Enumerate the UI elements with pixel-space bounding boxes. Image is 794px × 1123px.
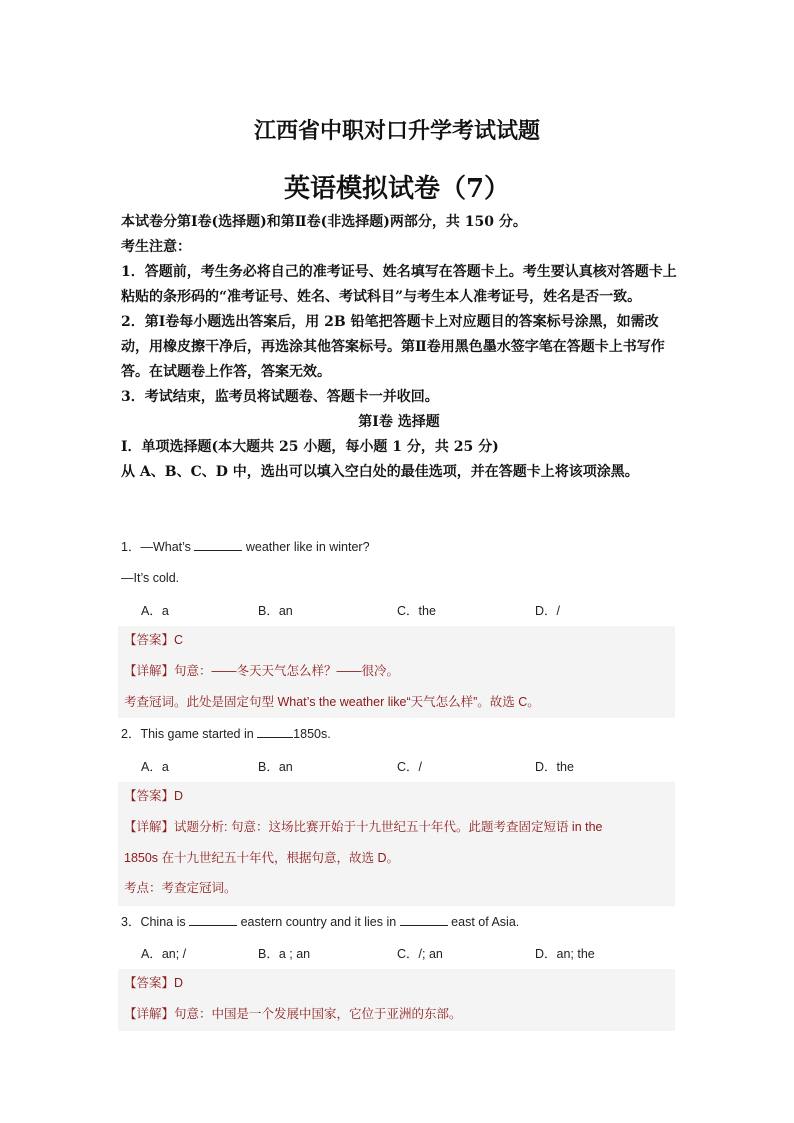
option-d: D．/: [535, 604, 561, 618]
option-c: C．/; an: [397, 947, 443, 961]
question-3-options: [141, 944, 681, 962]
answer-blank: [257, 725, 293, 738]
exam-instructions: [121, 210, 677, 485]
answer-label: 【答案】C: [124, 633, 184, 647]
option-d: D．an; the: [535, 947, 595, 961]
option-a: A．a: [141, 604, 169, 618]
option-a: A．a: [141, 760, 169, 774]
answer-blank: [400, 913, 448, 926]
notice-item-3: 3．考试结束，监考员将试题卷、答题卡一并收回。: [121, 389, 439, 405]
question-3-answer-box: [118, 969, 675, 1031]
answer-detail: 【详解】句意：——冬天天气怎么样？——很冷。: [124, 664, 400, 678]
section-heading: 第Ⅰ卷 选择题: [358, 414, 440, 430]
question-3-stem: 3．China is eastern country and it lies in east of Asia.: [121, 915, 520, 929]
question-1-options: [141, 601, 681, 619]
answer-key-point: 考点：考查定冠词。: [124, 881, 237, 895]
option-a: A．an; /: [141, 947, 187, 961]
option-b: B．an: [258, 760, 293, 774]
answer-explanation: 考查冠词。此处是固定句型 What’s the weather like“天气怎么样”。故选 C。: [124, 695, 540, 709]
notice-heading: 考生注意：: [121, 239, 191, 255]
option-b: B．an: [258, 604, 293, 618]
answer-detail: 【详解】句意：中国是一个发展中国家，它位于亚洲的东部。: [124, 1007, 462, 1021]
option-c: C．the: [397, 604, 436, 618]
option-c: C．/: [397, 760, 423, 774]
question-1-answer-box: [118, 626, 675, 718]
answer-detail: 【详解】试题分析: 句意：这场比赛开始于十九世纪五十年代。此题考查固定短语 in the: [124, 820, 603, 834]
answer-detail-continued: 1850s 在十九世纪五十年代，根据句意，故选 D。: [124, 851, 400, 865]
question-2-stem: 2．This game started in 1850s.: [121, 727, 331, 741]
notice-item-2: 2．第Ⅰ卷每小题选出答案后，用 2B 铅笔把答题卡上对应题目的答案标号涂黑，如需改动，用橡皮擦干净后，再选涂其他答案标号。第Ⅱ卷用黑色墨水签字笔在答题卡上书写作答。在试题卷上作答，答案无效。: [121, 314, 665, 380]
part-heading: Ⅰ．单项选择题(本大题共 25 小题，每小题 1 分，共 25 分): [121, 439, 499, 455]
answer-label: 【答案】D: [124, 976, 184, 990]
answer-label: 【答案】D: [124, 789, 184, 803]
answer-blank: [189, 913, 237, 926]
option-d: D．the: [535, 760, 574, 774]
option-b: B．a ; an: [258, 947, 311, 961]
exam-subtitle: 英语模拟试卷（7）: [283, 174, 511, 204]
question-1-stem-line-2: —It’s cold.: [121, 571, 180, 585]
question-1-stem: 1．—What’s weather like in winter?: [121, 540, 370, 554]
question-2-options: [141, 757, 681, 775]
question-2-answer-box: [118, 782, 675, 906]
answer-blank: [194, 538, 242, 551]
part-instruction: 从 A、B、C、D 中，选出可以填入空白处的最佳选项，并在答题卡上将该项涂黑。: [121, 464, 639, 480]
notice-item-1: 1．答题前，考生务必将自己的准考证号、姓名填写在答题卡上。考生要认真核对答题卡上粘贴的条形码的“准考证号、姓名、考试科目”与考生本人准考证号，姓名是否一致。: [121, 264, 677, 305]
intro-line: 本试卷分第Ⅰ卷(选择题)和第Ⅱ卷(非选择题)两部分，共 150 分。: [121, 214, 527, 230]
exam-title: 江西省中职对口升学考试试题: [253, 118, 540, 144]
